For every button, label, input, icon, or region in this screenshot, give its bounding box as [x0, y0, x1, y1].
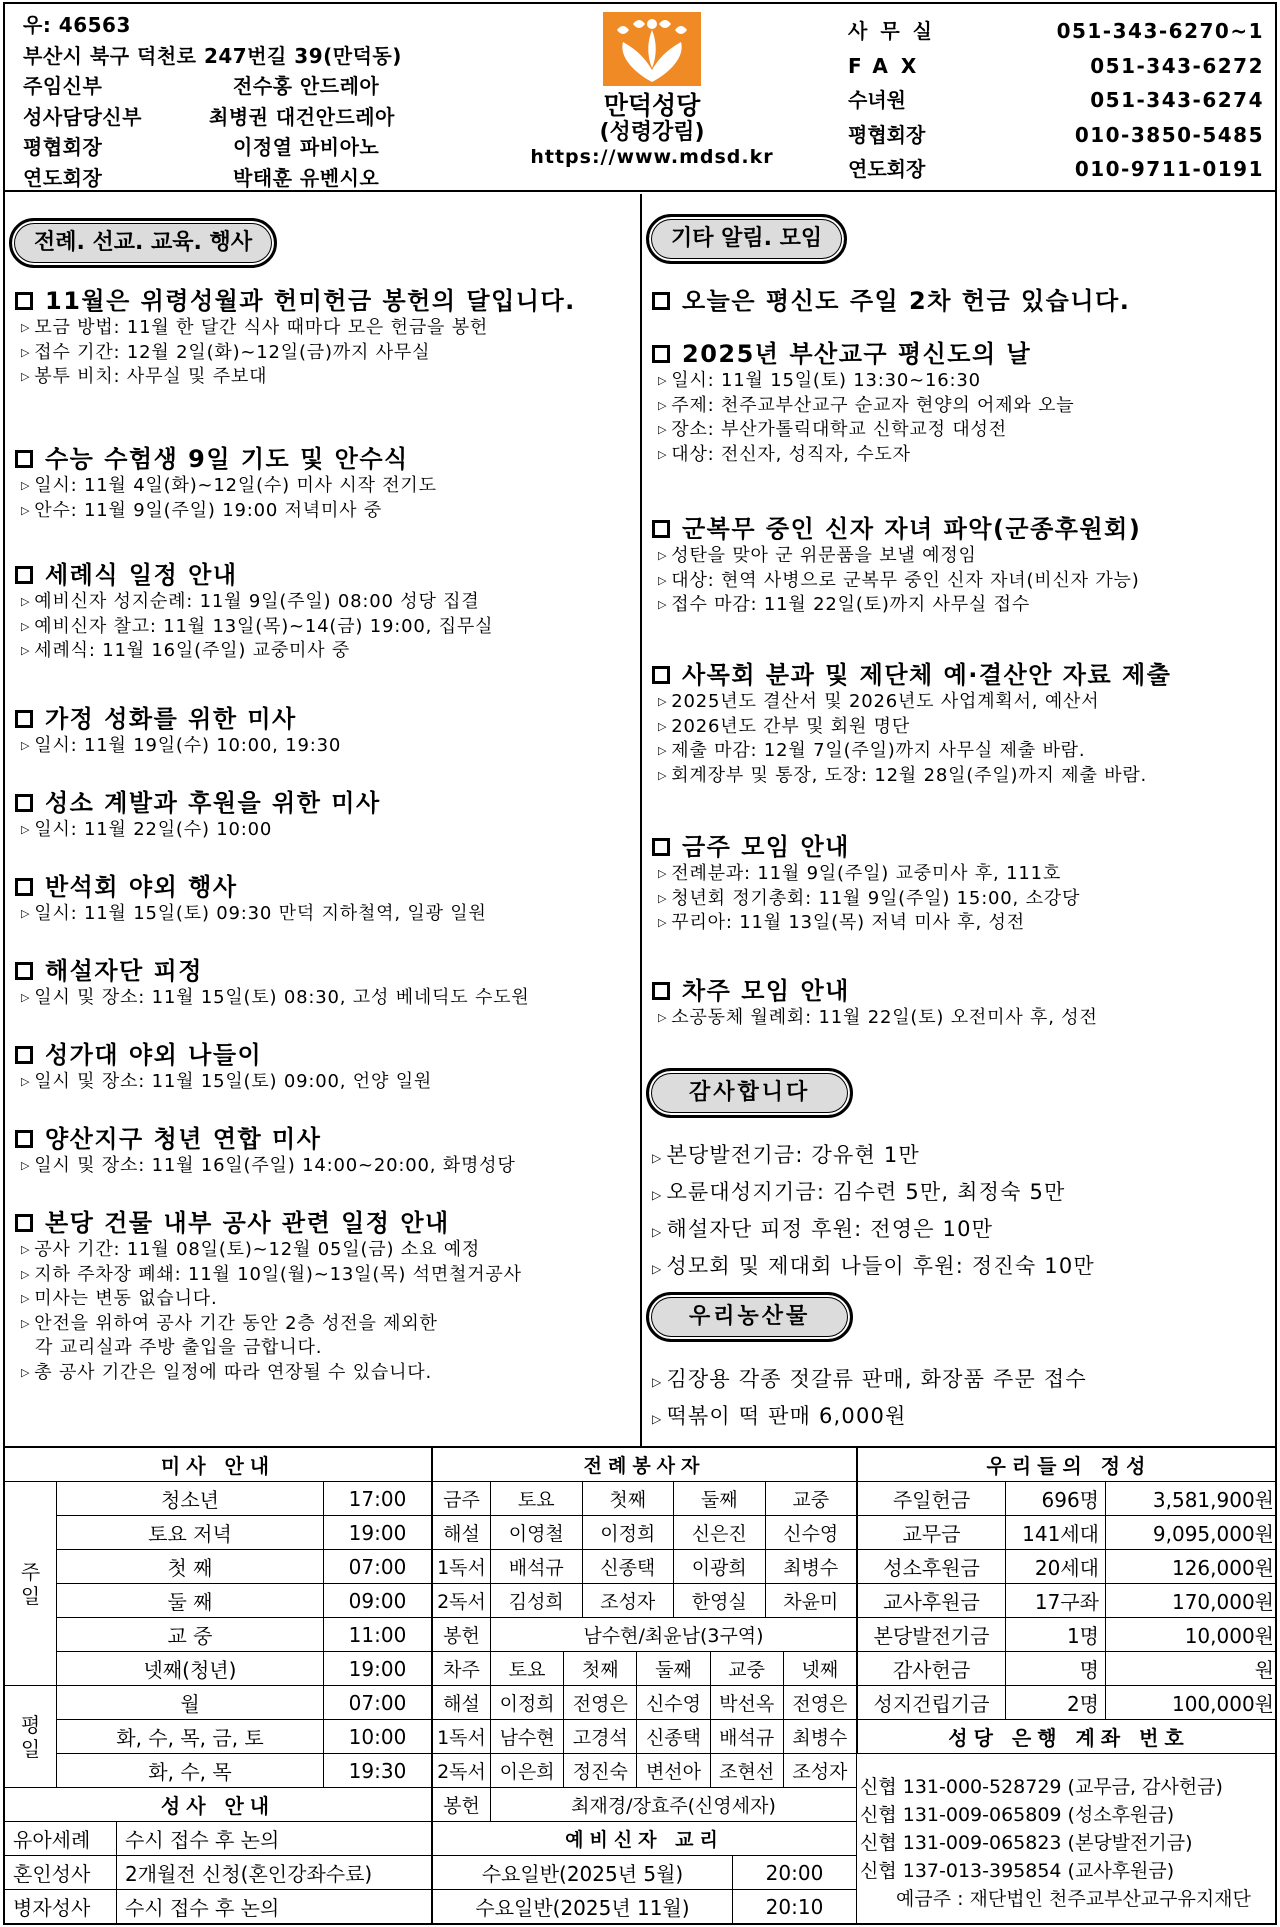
triangle-bullet-icon: ▷: [658, 423, 668, 436]
list-item: ▷ 일시 및 장소: 11월 16일(주일) 14:00~20:00, 화명성당: [15, 1154, 516, 1179]
list-item: ▷ 일시: 11월 4일(화)~12일(수) 미사 시작 전기도: [15, 474, 437, 499]
checkbox-icon: [652, 520, 670, 538]
notice-section: 본당 건물 내부 공사 관련 일정 안내 ▷ 공사 기간: 11월 08일(토)~12월 05일(금) 소요 예정 ▷ 지하 주차장 폐쇄: 11월 10일(월)~13일(목) 석면철거공사 ▷ 미사는 변동 없습니다. ▷ 안전을 위하여 공사 기간 동안 2층 성전을 제외한 각 교리실과 주방 출입을 금합니다. ▷ 총 공사 기간은 일정에 따라 연장될 수 있습니다.: [15, 1208, 522, 1385]
parish-name: 만덕성당: [603, 91, 701, 120]
list-item: ▷ 일시 및 장소: 11월 15일(토) 08:30, 고성 베네딕도 수도원: [15, 986, 530, 1011]
contact-list: [848, 14, 1264, 187]
pastor-row: 주임신부 전수홍 안드레아: [23, 74, 380, 98]
bank-account-line: 신협 131-000-528729 (교무금, 감사헌금): [860, 1776, 1223, 1798]
catechumen-heading: 예비신자 교리: [433, 1822, 857, 1856]
triangle-bullet-icon: ▷: [21, 823, 31, 836]
list-item: ▷ 청년회 정기총회: 11월 9일(주일) 15:00, 소강당: [652, 887, 1080, 912]
notice-section: 성가대 야외 나들이 ▷ 일시 및 장소: 11월 15일(토) 09:00, 언양 일원: [15, 1040, 432, 1095]
triangle-bullet-icon: ▷: [21, 1243, 31, 1256]
bottom-tables: [5, 1446, 1275, 1925]
triangle-bullet-icon: ▷: [652, 1151, 663, 1165]
triangle-bullet-icon: ▷: [21, 739, 31, 752]
list-item: ▷ 지하 주차장 폐쇄: 11월 10일(월)~13일(목) 석면철거공사: [15, 1263, 522, 1288]
list-item: ▷ 일시: 11월 19일(수) 10:00, 19:30: [15, 734, 341, 759]
list-item: ▷ 해설자단 피정 후원: 전영은 10만: [652, 1217, 994, 1241]
contact-office: 사무실 051-343-6270~1: [848, 19, 1264, 43]
list-item: ▷ 일시 및 장소: 11월 15일(토) 09:00, 언양 일원: [15, 1070, 432, 1095]
notices-column: [644, 194, 1277, 1446]
offerings-table: 우리들의 정성 주일헌금 696명 3,581,900원 교무금 141세대 9,095,000원 성소후원금 20세대 126,000원 교사후원금 17구좌 170,000원 본당발전기금 1명 10,000원 감사헌금 명 원 성지건립기금 2명 100,000원 성당 은행 계좌 번호: [857, 1447, 1277, 1754]
triangle-bullet-icon: ▷: [21, 1267, 31, 1281]
list-item: ▷ 일시: 11월 22일(수) 10:00: [15, 818, 381, 843]
list-item: ▷ 세례식: 11월 16일(주일) 교중미사 중: [15, 639, 493, 664]
notice-section: 사목회 분과 및 제단체 예·결산안 자료 제출 ▷ 2025년도 결산서 및 2026년도 사업계획서, 예산서 ▷ 2026년도 간부 및 회원 명단 ▷ 제출 마감: 12월 7일(주일)까지 사무실 제출 바람. ▷ 회계장부 및 통장, 도장: 12월 28일(주일)까지 제출 바람.: [652, 660, 1171, 788]
bank-accounts: [860, 1773, 1251, 1913]
checkbox-icon: [15, 566, 33, 584]
triangle-bullet-icon: ▷: [21, 321, 31, 334]
list-item: ▷ 예비신자 성지순례: 11월 9일(주일) 08:00 성당 집결: [15, 590, 493, 615]
postal-code: 우: 46563: [23, 13, 131, 37]
notice-section: 세례식 일정 안내 ▷ 예비신자 성지순례: 11월 9일(주일) 08:00 성당 집결 ▷ 예비신자 찰고: 11월 13일(목)~14(금) 19:00, 집무실 ▷ 세례식: 11월 16일(주일) 교중미사 중: [15, 560, 493, 664]
triangle-bullet-icon: ▷: [21, 595, 31, 608]
list-item: ▷ 김장용 각종 젓갈류 판매, 화장품 주문 접수: [652, 1367, 1087, 1391]
list-item: ▷ 총 공사 기간은 일정에 따라 연장될 수 있습니다.: [15, 1361, 522, 1386]
list-item: ▷ 접수 마감: 11월 22일(토)까지 사무실 접수: [652, 593, 1141, 618]
triangle-bullet-icon: ▷: [658, 891, 668, 905]
servers-table: 전례봉사자 금주 토요 첫째 둘째 교중 해설 이영철 이정희 신은진 신수영 1독서 배석규 신종택 이광희 최병수 2독서 김성희 조성자 한영실 차윤미 봉헌 남수현/최윤남(3구역): [432, 1447, 857, 1652]
list-item: ▷ 회계장부 및 통장, 도장: 12월 28일(주일)까지 제출 바람.: [652, 764, 1171, 789]
liturgy-heading: 전례. 선교. 교육. 행사: [9, 218, 277, 268]
triangle-bullet-icon: ▷: [658, 598, 668, 611]
triangle-bullet-icon: ▷: [652, 1188, 663, 1202]
bank-account-line: 신협 131-009-065823 (본당발전기금): [860, 1832, 1193, 1854]
triangle-bullet-icon: ▷: [21, 479, 31, 492]
list-item: ▷ 제출 마감: 12월 7일(주일)까지 사무실 제출 바람.: [652, 739, 1171, 764]
checkbox-icon: [15, 878, 33, 896]
checkbox-icon: [652, 666, 670, 684]
list-item: ▷ 떡볶이 떡 판매 6,000원: [652, 1404, 907, 1428]
notice-section: 해설자단 피정 ▷ 일시 및 장소: 11월 15일(토) 08:30, 고성 베네딕도 수도원: [15, 956, 530, 1011]
yeondo-president-row: 연도회장 박태훈 유벤시오: [23, 165, 380, 190]
notice-section: 반석회 야외 행사 ▷ 일시: 11월 15일(토) 09:30 만덕 지하철역, 일광 일원: [15, 872, 487, 927]
triangle-bullet-icon: ▷: [21, 991, 31, 1004]
list-item: ▷ 안수: 11월 9일(주일) 19:00 저녁미사 중: [15, 499, 437, 524]
notice-section: 성소 계발과 후원을 위한 미사 ▷ 일시: 11월 22일(수) 10:00: [15, 788, 381, 843]
triangle-bullet-icon: ▷: [21, 503, 31, 517]
weekday-label: 평일: [5, 1686, 57, 1788]
triangle-bullet-icon: ▷: [658, 916, 668, 929]
list-item: ▷ 미사는 변동 없습니다.: [15, 1287, 522, 1312]
triangle-bullet-icon: ▷: [658, 374, 668, 387]
list-item: ▷ 공사 기간: 11월 08일(토)~12월 05일(금) 소요 예정: [15, 1238, 522, 1263]
list-item: ▷ 장소: 부산가톨릭대학교 신학교정 대성전: [652, 418, 1075, 443]
bank-heading: 성당 은행 계좌 번호: [858, 1720, 1278, 1754]
list-item: ▷ 2025년도 결산서 및 2026년도 사업계획서, 예산서: [652, 690, 1171, 715]
triangle-bullet-icon: ▷: [21, 1316, 31, 1330]
list-item: ▷ 전례분과: 11월 9일(주일) 교중미사 후, 111호: [652, 862, 1080, 887]
checkbox-icon: [15, 962, 33, 980]
triangle-bullet-icon: ▷: [652, 1375, 663, 1389]
list-item: ▷ 대상: 전신자, 성직자, 수도자: [652, 443, 1075, 468]
parish-title-block: [497, 12, 807, 168]
checkbox-icon: [15, 1214, 33, 1232]
notice-section: 양산지구 청년 연합 미사 ▷ 일시 및 장소: 11월 16일(주일) 14:00~20:00, 화명성당: [15, 1124, 516, 1179]
triangle-bullet-icon: ▷: [21, 345, 31, 359]
sunday-label: 주일: [5, 1482, 57, 1686]
triangle-bullet-icon: ▷: [21, 370, 31, 383]
checkbox-icon: [15, 710, 33, 728]
contact-convent: 수녀원 051-343-6274: [848, 88, 1264, 112]
checkbox-icon: [15, 794, 33, 812]
list-item: ▷ 접수 기간: 12월 2일(화)~12일(금)까지 사무실: [15, 341, 576, 366]
parish-subtitle: (성령강림): [599, 120, 705, 145]
notice-section: 군복무 중인 신자 자녀 파악(군종후원회) ▷ 성탄을 맞아 군 위문품을 보낼 예정임 ▷ 대상: 현역 사병으로 군복무 중인 신자 자녀(비신자 가능) ▷ 접수 마감: 11월 22일(토)까지 사무실 접수: [652, 514, 1141, 618]
triangle-bullet-icon: ▷: [21, 1365, 31, 1379]
checkbox-icon: [652, 838, 670, 856]
council-president-row: 평협회장 이정열 파비아노: [23, 135, 380, 159]
list-item: ▷ 소공동체 월례회: 11월 22일(토) 오전미사 후, 성전: [652, 1006, 1098, 1031]
notice-section: 오늘은 평신도 주일 2차 헌금 있습니다.: [652, 286, 1130, 316]
list-item: ▷ 일시: 11월 15일(토) 09:30 만덕 지하철역, 일광 일원: [15, 902, 487, 927]
bulletin-page: [3, 2, 1277, 1925]
catechumen-table: 수요일반(2025년 5월) 20:00 수요일반(2025년 11월) 20:10: [432, 1855, 857, 1924]
list-item: ▷ 일시: 11월 15일(토) 13:30~16:30: [652, 369, 1075, 394]
account-holder: 예금주 : 재단법인 천주교부산교구유지재단: [896, 1888, 1251, 1910]
list-item: ▷ 본당발전기금: 강유현 1만: [652, 1143, 920, 1167]
thanks-heading: 감사합니다: [646, 1068, 853, 1118]
triangle-bullet-icon: ▷: [21, 1075, 31, 1088]
parish-url-link[interactable]: https://www.mdsd.kr: [530, 146, 774, 168]
contact-yeondo: 연도회장 010-9711-0191: [848, 157, 1264, 181]
list-item: ▷ 예비신자 찰고: 11월 13일(목)~14(금) 19:00, 집무실: [15, 615, 493, 640]
produce-list: [652, 1362, 1087, 1436]
bank-account-line: 신협 137-013-395854 (교사후원금): [860, 1860, 1175, 1882]
triangle-bullet-icon: ▷: [652, 1412, 663, 1426]
triangle-bullet-icon: ▷: [658, 695, 668, 708]
list-item: ▷ 꾸리아: 11월 13일(목) 저녁 미사 후, 성전: [652, 911, 1080, 936]
notice-section: 2025년 부산교구 평신도의 날 ▷ 일시: 11월 15일(토) 13:30~16:30 ▷ 주제: 천주교부산교구 순교자 현양의 어제와 오늘 ▷ 장소: 부산가톨릭대학교 신학교정 대성전 ▷ 대상: 전신자, 성직자, 수도자: [652, 339, 1075, 467]
next-week-servers-table: 차주 토요 첫째 둘째 교중 넷째 해설 이정희 전영은 신수영 박선옥 전영은 1독서 남수현 고경석 신종택 배석규 최병수 2독서 이은희 정진숙 변선아 조현선 조성자 봉헌 최재경/장효주(신영세자) 예비신자 교리: [432, 1651, 857, 1856]
sacrament-heading: 성사 안내: [5, 1788, 432, 1822]
notice-section: 가정 성화를 위한 미사 ▷ 일시: 11월 19일(수) 10:00, 19:30: [15, 704, 341, 759]
list-item: ▷ 오륜대성지기금: 김수련 5만, 최정숙 5만: [652, 1180, 1066, 1204]
contact-council: 평협회장 010-3850-5485: [848, 122, 1264, 147]
liturgy-column: [5, 194, 642, 1446]
confessor-row: 성사담당신부 최병권 대건안드레아: [23, 104, 395, 129]
checkbox-icon: [15, 450, 33, 468]
bulletin-header: [5, 4, 1275, 192]
list-item: ▷ 2026년도 간부 및 회원 명단: [652, 715, 1171, 740]
triangle-bullet-icon: ▷: [658, 744, 668, 757]
triangle-bullet-icon: ▷: [21, 619, 31, 633]
mass-schedule-table: 미사 안내 주일 청소년 17:00 토요 저녁 19:00 첫 째 07:00 둘 째 09:00 교 중 11:00 넷째(청년) 19:00 평일 월 07:00 화, 수, 목, 금, 토 10:00 화, 수, 목 19:30 성사 안내: [4, 1447, 432, 1822]
triangle-bullet-icon: ▷: [21, 1159, 31, 1172]
triangle-bullet-icon: ▷: [658, 447, 668, 461]
contact-fax: FAX 051-343-6272: [848, 53, 1264, 78]
triangle-bullet-icon: ▷: [652, 1225, 663, 1239]
list-item: ▷ 모금 방법: 11월 한 달간 식사 때마다 모은 헌금을 봉헌: [15, 316, 576, 341]
sacrament-table: 유아세례 수시 접수 후 논의 혼인성사 2개월전 신청(혼인강좌수료) 병자성사 수시 접수 후 논의: [4, 1821, 432, 1924]
list-item: ▷ 안전을 위하여 공사 기간 동안 2층 성전을 제외한: [15, 1312, 522, 1337]
notice-section: 수능 수험생 9일 기도 및 안수식 ▷ 일시: 11월 4일(화)~12일(수) 미사 시작 전기도 ▷ 안수: 11월 9일(주일) 19:00 저녁미사 중: [15, 444, 437, 523]
servers-heading: 전례봉사자: [433, 1448, 857, 1482]
triangle-bullet-icon: ▷: [658, 867, 668, 880]
list-item: ▷ 성모회 및 제대회 나들이 후원: 정진숙 10만: [652, 1254, 1095, 1278]
notice-section: 11월은 위령성월과 헌미헌금 봉헌의 달입니다. ▷ 모금 방법: 11월 한 달간 식사 때마다 모은 헌금을 봉헌 ▷ 접수 기간: 12월 2일(화)~12일(금)까지 사무실 ▷ 봉투 비치: 사무실 및 주보대: [15, 286, 576, 390]
notice-section: 차주 모임 안내 ▷ 소공동체 월례회: 11월 22일(토) 오전미사 후, 성전: [652, 976, 1098, 1031]
triangle-bullet-icon: ▷: [21, 907, 31, 920]
list-item: ▷ 대상: 현역 사병으로 군복무 중인 신자 자녀(비신자 가능): [652, 569, 1141, 594]
produce-heading: 우리농산물: [646, 1292, 853, 1342]
checkbox-icon: [15, 1046, 33, 1064]
checkbox-icon: [652, 982, 670, 1000]
triangle-bullet-icon: ▷: [658, 549, 668, 562]
thanks-list: [652, 1138, 1095, 1286]
list-item: 각 교리실과 주방 출입을 금합니다.: [35, 1337, 323, 1358]
triangle-bullet-icon: ▷: [658, 768, 668, 782]
triangle-bullet-icon: ▷: [21, 644, 31, 657]
checkbox-icon: [652, 292, 670, 310]
checkbox-icon: [652, 345, 670, 363]
triangle-bullet-icon: ▷: [21, 1292, 31, 1305]
notices-heading: 기타 알림. 모임: [646, 214, 847, 264]
triangle-bullet-icon: ▷: [658, 398, 668, 412]
bank-account-line: 신협 131-009-065809 (성소후원금): [860, 1804, 1175, 1826]
triangle-bullet-icon: ▷: [658, 573, 668, 587]
offerings-heading: 우리들의 정성: [858, 1448, 1278, 1482]
triangle-bullet-icon: ▷: [652, 1262, 663, 1276]
notice-section: 금주 모임 안내 ▷ 전례분과: 11월 9일(주일) 교중미사 후, 111호 ▷ 청년회 정기총회: 11월 9일(주일) 15:00, 소강당 ▷ 꾸리아: 11월 13일(목) 저녁 미사 후, 성전: [652, 832, 1080, 936]
parish-info: [23, 10, 402, 193]
parish-logo-icon: [603, 12, 701, 86]
list-item: ▷ 주제: 천주교부산교구 순교자 현양의 어제와 오늘: [652, 394, 1075, 419]
list-item: ▷ 봉투 비치: 사무실 및 주보대: [15, 365, 576, 390]
checkbox-icon: [15, 1130, 33, 1148]
triangle-bullet-icon: ▷: [658, 1011, 668, 1024]
mass-heading: 미사 안내: [5, 1448, 432, 1482]
checkbox-icon: [15, 292, 33, 310]
address: 부산시 북구 덕천로 247번길 39(만덕동): [23, 43, 402, 68]
triangle-bullet-icon: ▷: [658, 719, 668, 733]
list-item: ▷ 성탄을 맞아 군 위문품을 보낼 예정임: [652, 544, 1141, 569]
